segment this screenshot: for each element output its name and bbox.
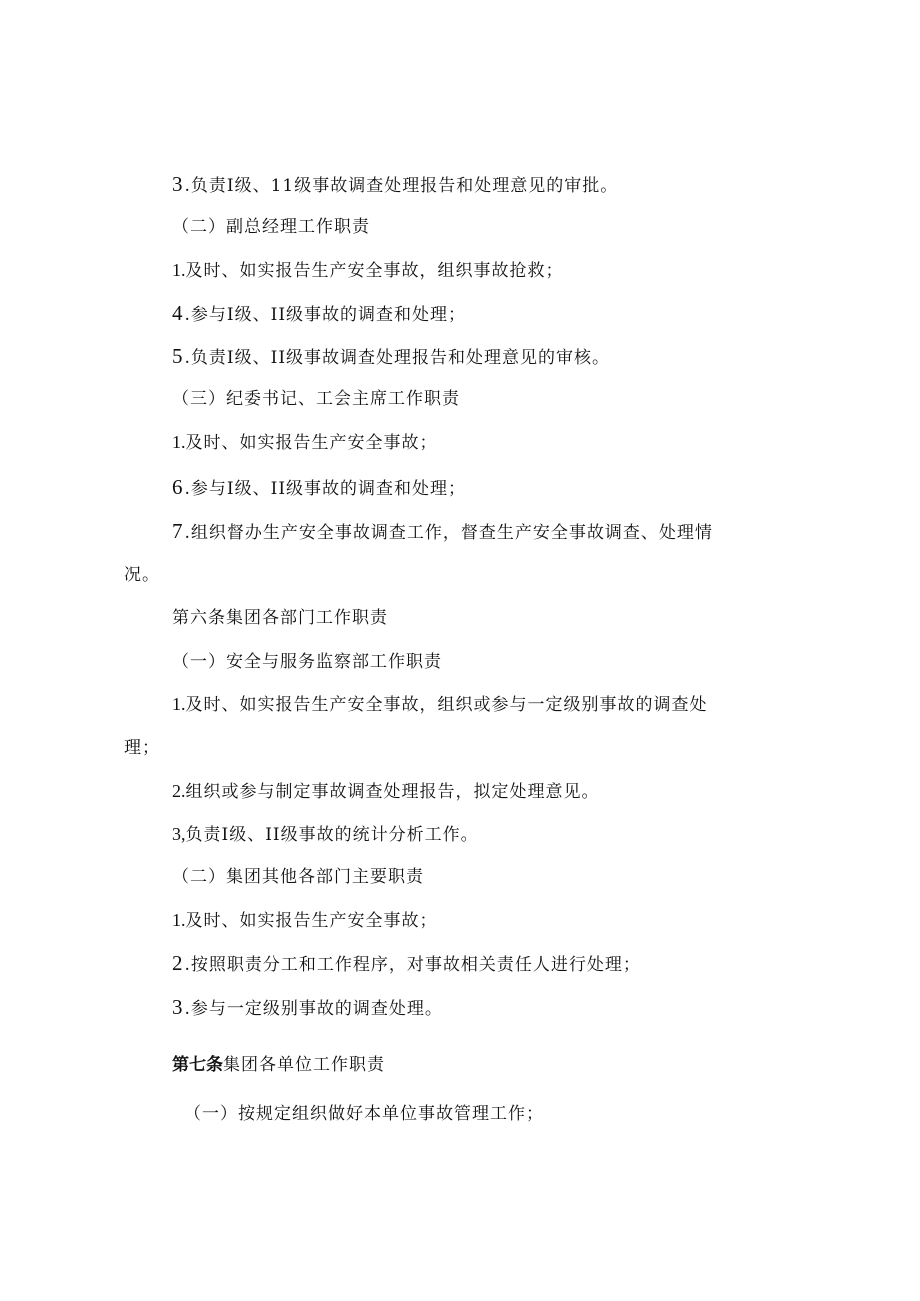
clause-continuation xyxy=(124,563,160,587)
clause-text: （二）集团其他各部门主要职责 xyxy=(172,867,424,887)
clause-line xyxy=(172,995,443,1021)
section-heading xyxy=(172,387,460,411)
article-heading xyxy=(172,1053,385,1077)
clause-text: .负责I级、II级事故调查处理报告和处理意见的审核。 xyxy=(184,348,611,368)
item-number: 6 xyxy=(172,475,183,499)
item-number: 3 xyxy=(172,995,183,1019)
section-heading xyxy=(172,650,442,674)
clause-text: 及时、如实报告生产安全事故，组织事故抢救； xyxy=(185,261,564,281)
section-heading xyxy=(172,865,424,889)
clause-line xyxy=(172,692,708,717)
clause-text: （一）安全与服务监察部工作职责 xyxy=(172,652,442,672)
clause-text: 第六条集团各部门工作职责 xyxy=(172,608,388,628)
clause-line xyxy=(172,779,600,804)
clause-text: 及时、如实报告生产安全事故； xyxy=(185,433,438,453)
clause-line xyxy=(172,822,479,847)
item-number: 2 xyxy=(172,951,183,975)
clause-line xyxy=(172,908,438,933)
clause-text: .参与一定级别事故的调查处理。 xyxy=(184,999,443,1019)
clause-text: 及时、如实报告生产安全事故，组织或参与一定级别事故的调查处 xyxy=(185,695,708,715)
clause-line xyxy=(172,951,641,977)
clause-line xyxy=(172,519,713,545)
item-number: 3 xyxy=(172,172,183,196)
clause-text: 集团各单位工作职责 xyxy=(223,1055,385,1075)
clause-text: .负责I级、11级事故调查处理报告和处理意见的审批。 xyxy=(184,176,619,196)
item-number: 1. xyxy=(172,260,186,280)
item-number: 7 xyxy=(172,519,183,543)
clause-continuation xyxy=(124,736,160,760)
clause-line xyxy=(172,258,564,283)
clause-line xyxy=(172,475,466,501)
clause-line xyxy=(172,172,618,198)
section-heading xyxy=(172,215,370,239)
clause-text: 负责I级、II级事故的统计分析工作。 xyxy=(185,825,479,845)
clause-text: （二）副总经理工作职责 xyxy=(172,217,370,237)
clause-line xyxy=(172,430,438,455)
clause-text: 及时、如实报告生产安全事故； xyxy=(185,911,438,931)
clause-text: 况。 xyxy=(124,565,160,585)
clause-line xyxy=(172,301,466,327)
item-number: 1. xyxy=(172,694,186,714)
item-number: 2. xyxy=(172,781,186,801)
item-number: 1. xyxy=(172,910,186,930)
item-number: 5 xyxy=(172,344,183,368)
clause-text: .组织督办生产安全事故调查工作，督查生产安全事故调查、处理情 xyxy=(184,523,713,543)
section-heading xyxy=(184,1102,544,1126)
article-number: 第七条 xyxy=(172,1055,223,1075)
article-heading xyxy=(172,606,388,630)
clause-text: 组织或参与制定事故调查处理报告，拟定处理意见。 xyxy=(185,782,600,802)
clause-text: （三）纪委书记、工会主席工作职责 xyxy=(172,389,460,409)
clause-text: .参与I级、II级事故的调查和处理； xyxy=(184,305,467,325)
clause-text: （一）按规定组织做好本单位事故管理工作； xyxy=(184,1104,544,1124)
item-number: 4 xyxy=(172,301,183,325)
clause-text: .参与I级、II级事故的调查和处理； xyxy=(184,479,467,499)
clause-text: 理； xyxy=(124,738,160,758)
clause-text: .按照职责分工和工作程序，对事故相关责任人进行处理； xyxy=(184,955,641,975)
clause-line xyxy=(172,344,610,370)
item-number: 1. xyxy=(172,432,186,452)
item-number: 3, xyxy=(172,824,186,844)
